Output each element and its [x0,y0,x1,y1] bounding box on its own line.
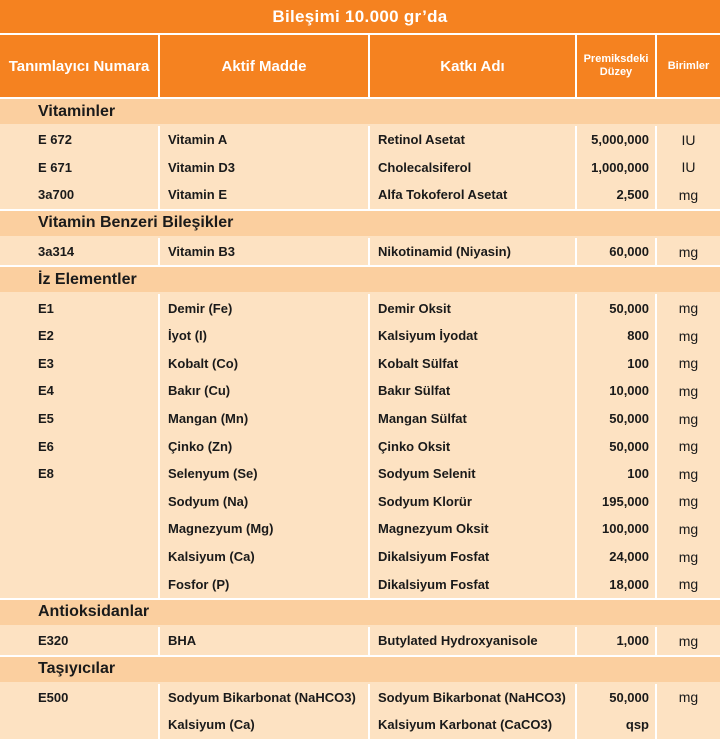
cell-unit: mg [678,493,699,510]
cell-additive-name: Magnezyum Oksit [370,515,577,543]
cell-additive-name: Alfa Tokoferol Asetat [370,181,577,209]
cell-premix-level: 24,000 [577,543,657,571]
cell-code [0,488,160,516]
cell-premix-level: qsp [577,711,657,739]
header-unit: Birimler [657,35,720,97]
cell-active-substance: Kobalt (Co) [160,350,370,378]
cell-active-substance: Bakır (Cu) [160,377,370,405]
cell-active-substance: Vitamin A [160,126,370,154]
table-body [0,97,720,739]
cell-unit: mg [678,465,699,482]
cell-additive-name: Retinol Asetat [370,126,577,154]
cell-active-substance: Sodyum (Na) [160,488,370,516]
cell-active-substance: Kalsiyum (Ca) [160,543,370,571]
cell-unit: IU [681,159,696,176]
table-row [0,543,720,571]
cell-code: E1 [0,294,160,322]
header-level-line1: Premiksdeki [583,53,649,65]
cell-unit: mg [678,186,699,203]
cell-code [0,543,160,571]
table-title: Bileşimi 10.000 gr’da [0,0,720,35]
cell-premix-level: 800 [577,322,657,350]
cell-unit: mg [678,520,699,537]
cell-active-substance: Magnezyum (Mg) [160,515,370,543]
cell-unit: mg [678,632,699,649]
table-row [0,238,720,266]
cell-unit [657,711,720,739]
cell-code: E 671 [0,154,160,182]
cell-unit: IU [681,131,696,148]
header-active: Aktif Madde [160,35,370,97]
section-heading: Vitamin Benzeri Bileşikler [0,209,720,236]
table-row [0,488,720,516]
table-row [0,350,720,378]
cell-active-substance: Kalsiyum (Ca) [160,711,370,739]
cell-additive-name: Kalsiyum Karbonat (CaCO3) [370,711,577,739]
cell-additive-name: Sodyum Klorür [370,488,577,516]
cell-active-substance: Vitamin E [160,181,370,209]
cell-premix-level: 60,000 [577,238,657,266]
cell-premix-level: 50,000 [577,684,657,712]
cell-premix-level: 2,500 [577,181,657,209]
table-header [0,35,720,97]
section-heading: İz Elementler [0,265,720,292]
table-row [0,377,720,405]
cell-code: E5 [0,405,160,433]
cell-unit: mg [678,576,699,593]
cell-unit: mg [678,300,699,317]
header-level [577,35,657,97]
cell-premix-level: 100 [577,350,657,378]
cell-code: E 672 [0,126,160,154]
cell-premix-level: 1,000 [577,627,657,655]
cell-additive-name: Butylated Hydroxyanisole [370,627,577,655]
cell-active-substance: Vitamin B3 [160,238,370,266]
cell-premix-level: 50,000 [577,432,657,460]
cell-unit: mg [678,243,699,260]
table-row [0,627,720,655]
cell-code: E6 [0,432,160,460]
cell-additive-name: Kobalt Sülfat [370,350,577,378]
cell-premix-level: 50,000 [577,294,657,322]
cell-active-substance: Mangan (Mn) [160,405,370,433]
header-code: Tanımlayıcı Numara [0,35,160,97]
section-heading: Vitaminler [0,97,720,124]
table-row [0,515,720,543]
cell-active-substance: Çinko (Zn) [160,432,370,460]
cell-additive-name: Kalsiyum İyodat [370,322,577,350]
table-row [0,432,720,460]
table-row [0,294,720,322]
table-row [0,405,720,433]
section-heading: Antioksidanlar [0,598,720,625]
cell-code: E4 [0,377,160,405]
cell-additive-name: Demir Oksit [370,294,577,322]
cell-unit: mg [678,382,699,399]
cell-active-substance: Vitamin D3 [160,154,370,182]
cell-code [0,515,160,543]
cell-active-substance: İyot (I) [160,322,370,350]
cell-additive-name: Nikotinamid (Niyasin) [370,238,577,266]
cell-unit: mg [678,438,699,455]
cell-additive-name: Çinko Oksit [370,432,577,460]
cell-premix-level: 50,000 [577,405,657,433]
cell-premix-level: 5,000,000 [577,126,657,154]
cell-additive-name: Dikalsiyum Fosfat [370,543,577,571]
header-additive: Katkı Adı [370,35,577,97]
cell-active-substance: Selenyum (Se) [160,460,370,488]
cell-unit: mg [678,689,699,706]
cell-unit: mg [678,410,699,427]
cell-code [0,570,160,598]
table-row [0,684,720,712]
cell-additive-name: Bakır Sülfat [370,377,577,405]
cell-additive-name: Sodyum Bikarbonat (NaHCO3) [370,684,577,712]
cell-active-substance: Demir (Fe) [160,294,370,322]
cell-active-substance: Fosfor (P) [160,570,370,598]
cell-premix-level: 195,000 [577,488,657,516]
cell-premix-level: 1,000,000 [577,154,657,182]
table-row [0,126,720,154]
cell-code [0,711,160,739]
table-row [0,711,720,739]
cell-additive-name: Sodyum Selenit [370,460,577,488]
cell-code: E3 [0,350,160,378]
table-row [0,570,720,598]
table-row [0,154,720,182]
cell-premix-level: 100,000 [577,515,657,543]
table-row [0,322,720,350]
cell-additive-name: Mangan Sülfat [370,405,577,433]
cell-premix-level: 18,000 [577,570,657,598]
cell-additive-name: Dikalsiyum Fosfat [370,570,577,598]
cell-active-substance: BHA [160,627,370,655]
cell-additive-name: Cholecalsiferol [370,154,577,182]
section-heading: Taşıyıcılar [0,655,720,682]
cell-premix-level: 100 [577,460,657,488]
cell-code: 3a314 [0,238,160,266]
cell-premix-level: 10,000 [577,377,657,405]
cell-code: E8 [0,460,160,488]
header-level-line2: Düzey [599,66,633,78]
cell-code: 3a700 [0,181,160,209]
cell-code: E320 [0,627,160,655]
cell-unit: mg [678,548,699,565]
cell-code: E500 [0,684,160,712]
cell-unit: mg [678,355,699,372]
cell-code: E2 [0,322,160,350]
cell-active-substance: Sodyum Bikarbonat (NaHCO3) [160,684,370,712]
table-row [0,181,720,209]
cell-unit: mg [678,327,699,344]
table-row [0,460,720,488]
